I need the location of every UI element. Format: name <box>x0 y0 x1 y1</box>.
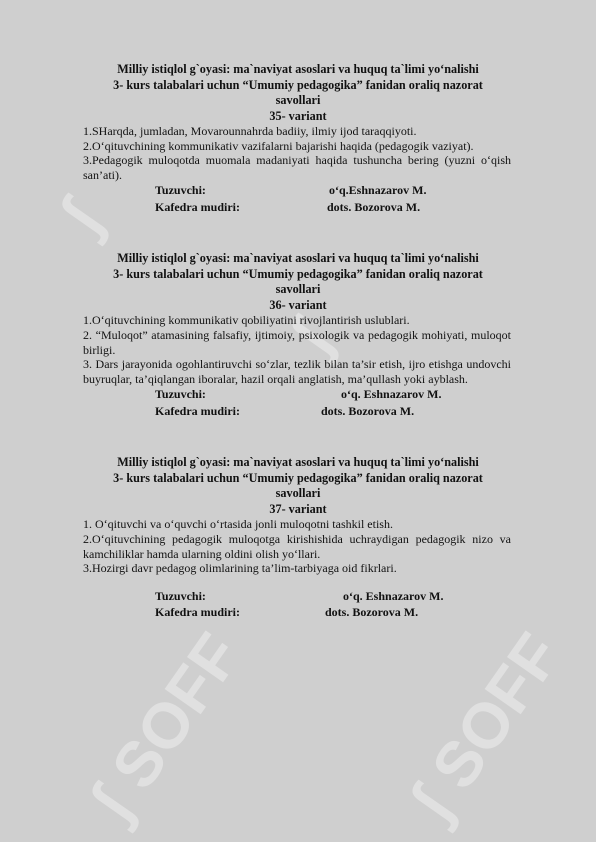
question-item: 3. Dars jarayonida ogohlantiruvchi so‘zlar, tezlik bilan ta’sir etish, ijro etishga undovchi buyruqlar, ta’qiqlangan iboralar, hazil orqali anglatish, ma’qullash yoki ayblash. <box>83 357 511 386</box>
header-line: 3- kurs talabalari uchun “Umumiy pedagogika” fanidan oraliq nazorat <box>113 77 483 92</box>
question-item: 3.Hozirgi davr pedagog olimlarining ta’lim-tarbiyaga oid fikrlari. <box>83 561 397 576</box>
compiler-name: o‘q. Eshnazarov M. <box>341 387 442 402</box>
compiler-label: Tuzuvchi: <box>155 387 206 402</box>
head-name: dots. Bozorova M. <box>321 403 415 418</box>
question-item: 2.O‘qituvchining kommunikativ vazifalarni bajarishi haqida (pedagogik vaziyat). <box>83 138 474 153</box>
variant-title: 37- variant <box>269 501 327 516</box>
header-line: 3- kurs talabalari uchun “Umumiy pedagogika” fanidan oraliq nazorat <box>113 470 483 485</box>
header-line: 3- kurs talabalari uchun “Umumiy pedagogika” fanidan oraliq nazorat <box>113 266 483 281</box>
watermark-logo: ʃ SOFF <box>75 620 255 834</box>
compiler-label: Tuzuvchi: <box>155 183 206 198</box>
variant-title: 36- variant <box>269 297 327 312</box>
head-name: dots. Bozorova M. <box>327 199 421 214</box>
question-item: 3.Pedagogik muloqotda muomala madaniyati haqida tushuncha bering (yuzni o‘qish san’ati). <box>83 153 511 182</box>
header-line: savollari <box>275 282 321 297</box>
question-item: 1.O‘qituvchining kommunikativ qobiliyatini rivojlantirish uslublari. <box>83 313 410 328</box>
head-signature <box>85 199 511 216</box>
header-line: savollari <box>275 93 321 107</box>
document-page <box>85 62 511 645</box>
question-item: 1. O‘qituvchi va o‘quvchi o‘rtasida jonli muloqotni tashkil etish. <box>83 517 393 532</box>
variant-block-36 <box>85 251 511 419</box>
header-line: Milliy istiqlol g`oyasi: ma`naviyat asoslari va huquq ta`limi yo‘nalishi <box>117 62 479 76</box>
header-line: Milliy istiqlol g`oyasi: ma`naviyat asoslari va huquq ta`limi yo‘nalishi <box>117 251 479 266</box>
head-label: Kafedra mudiri: <box>155 199 240 214</box>
question-item: 2. “Muloqot” atamasining falsafiy, ijtimoiy, psixologik va pedagogik mohiyati, muloqot birligi. <box>83 327 511 357</box>
header-line: Milliy istiqlol g`oyasi: ma`naviyat asoslari va huquq ta`limi yo‘nalishi <box>117 455 479 470</box>
question-item: 2.O‘qituvchining pedagogik muloqotga kirishishida uchraydigan pedagogik nizo va kamchiliklar hamda ularning oldini olish yo‘llari. <box>83 531 511 561</box>
head-signature <box>85 604 511 621</box>
watermark-logo: ʃ <box>45 187 117 247</box>
head-label: Kafedra mudiri: <box>155 605 240 620</box>
compiler-label: Tuzuvchi: <box>155 588 206 603</box>
compiler-name: o‘q.Eshnazarov M. <box>329 183 427 198</box>
question-item: 1.SHarqda, jumladan, Movarounnahrda badiiy, ilmiy ijod taraqqiyoti. <box>83 124 417 138</box>
variant-block-35 <box>85 62 511 215</box>
header-line: savollari <box>275 486 321 501</box>
watermark-logo: ʃ SOFF <box>395 620 575 834</box>
head-name: dots. Bozorova M. <box>325 605 419 620</box>
variant-block-37 <box>85 455 511 620</box>
compiler-name: o‘q. Eshnazarov M. <box>343 588 444 603</box>
compiler-signature <box>85 386 511 403</box>
head-signature <box>85 403 511 420</box>
variant-title: 35- variant <box>269 108 327 123</box>
compiler-signature <box>85 588 511 605</box>
head-label: Kafedra mudiri: <box>155 403 240 418</box>
compiler-signature <box>85 182 511 199</box>
watermark-logo: ʃ <box>275 307 347 367</box>
